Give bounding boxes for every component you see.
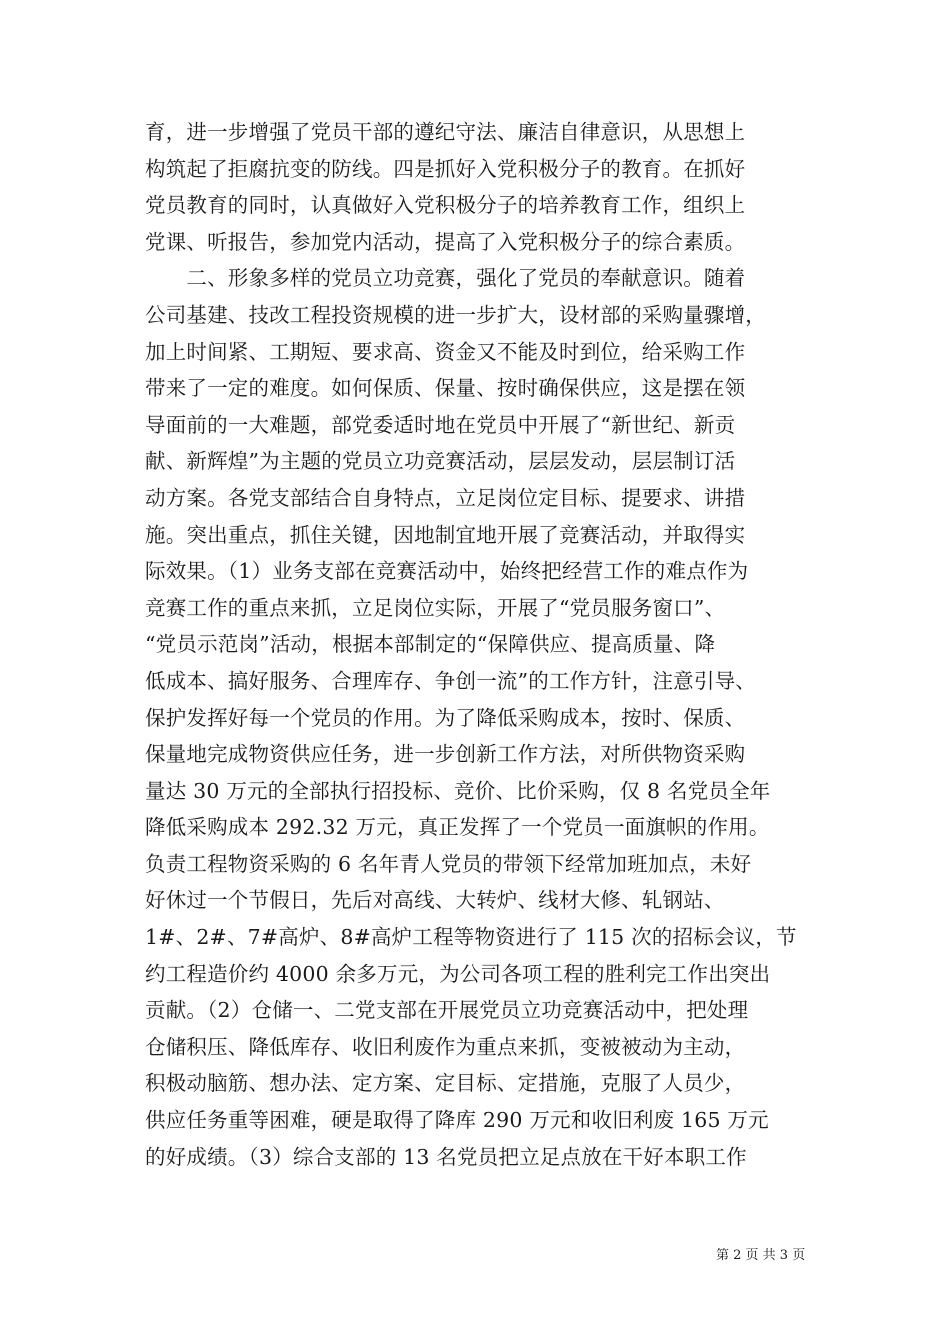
text-line: 导面前的一大难题，部党委适时地在党员中开展了“新世纪、新贡 [145,412,736,437]
text-line: 带来了一定的难度。如何保质、保量、按时确保供应，这是摆在领 [145,376,746,401]
document-body [145,114,810,1175]
text-line: 仓储积压、降低库存、收旧利废作为重点来抓，变被被动为主动， [145,1034,746,1059]
text-line: 低成本、搞好服务、合理库存、争创一流”的工作方针，注意引导、 [145,668,756,693]
text-line: 动方案。各党支部结合自身特点，立足岗位定目标、提要求、讲措 [145,485,746,510]
text-line: 保护发挥好每一个党员的作用。为了降低采购成本，按时、保质、 [145,705,746,730]
text-line: 供应任务重等困难，硬是取得了降库 290 万元和收旧利废 165 万元 [145,1108,769,1133]
text-line: 积极动脑筋、想办法、定方案、定目标、定措施，克服了人员少， [145,1071,746,1096]
text-line: 负责工程物资采购的 6 名年青人党员的带领下经常加班加点，未好 [145,851,752,876]
text-line: “党员示范岗”活动，根据本部制定的“保障供应、提高质量、降 [145,632,716,657]
text-line: 献、新辉煌”为主题的党员立功竞赛活动，层层发动，层层制订活 [145,449,736,474]
text-line: 保量地完成物资供应任务，进一步创新工作方法，对所供物资采购 [145,742,746,767]
text-line: 约工程造价约 4000 余多万元，为公司各项工程的胜利完工作出突出 [145,961,771,986]
text-line: 贡献。（2）仓储一、二党支部在开展党员立功竞赛活动中，把处理 [145,998,749,1023]
text-line: 1#、2#、7#高炉、8#高炉工程等物资进行了 115 次的招标会议，节 [145,925,797,950]
text-line: 构筑起了拒腐抗变的防线。四是抓好入党积极分子的教育。在抓好 [145,156,746,181]
text-line: 二、形象多样的党员立功竞赛，强化了党员的奉献意识。随着 [145,266,746,291]
text-line: 公司基建、技改工程投资规模的进一步扩大，设材部的采购量骤增， [145,302,766,327]
text-line: 育，进一步增强了党员干部的遵纪守法、廉洁自律意识，从思想上 [145,120,746,144]
text-line: 竞赛工作的重点来抓，立足岗位实际，开展了“党员服务窗口”、 [145,595,726,620]
text-line: 好休过一个节假日，先后对高线、大转炉、线材大修、轧钢站、 [145,888,725,913]
page-number-footer: 第 2 页 共 3 页 [716,1248,806,1263]
text-line: 降低采购成本 292.32 万元，真正发挥了一个党员一面旗帜的作用。 [145,815,770,840]
text-line: 党员教育的同时，认真做好入党积极分子的培养教育工作，组织上 [145,193,746,218]
text-line: 际效果。（1）业务支部在竞赛活动中，始终把经营工作的难点作为 [145,559,749,584]
text-line: 党课、听报告，参加党内活动，提高了入党积极分子的综合素质。 [145,229,746,254]
text-line: 加上时间紧、工期短、要求高、资金又不能及时到位，给采购工作 [145,339,746,364]
text-line: 施。突出重点，抓住关键，因地制宜地开展了竞赛活动，并取得实 [145,522,746,547]
text-line: 量达 30 万元的全部执行招投标、竞价、比价采购，仅 8 名党员全年 [145,778,771,803]
text-line: 的好成绩。（3）综合支部的 13 名党员把立足点放在干好本职工作 [145,1144,747,1169]
